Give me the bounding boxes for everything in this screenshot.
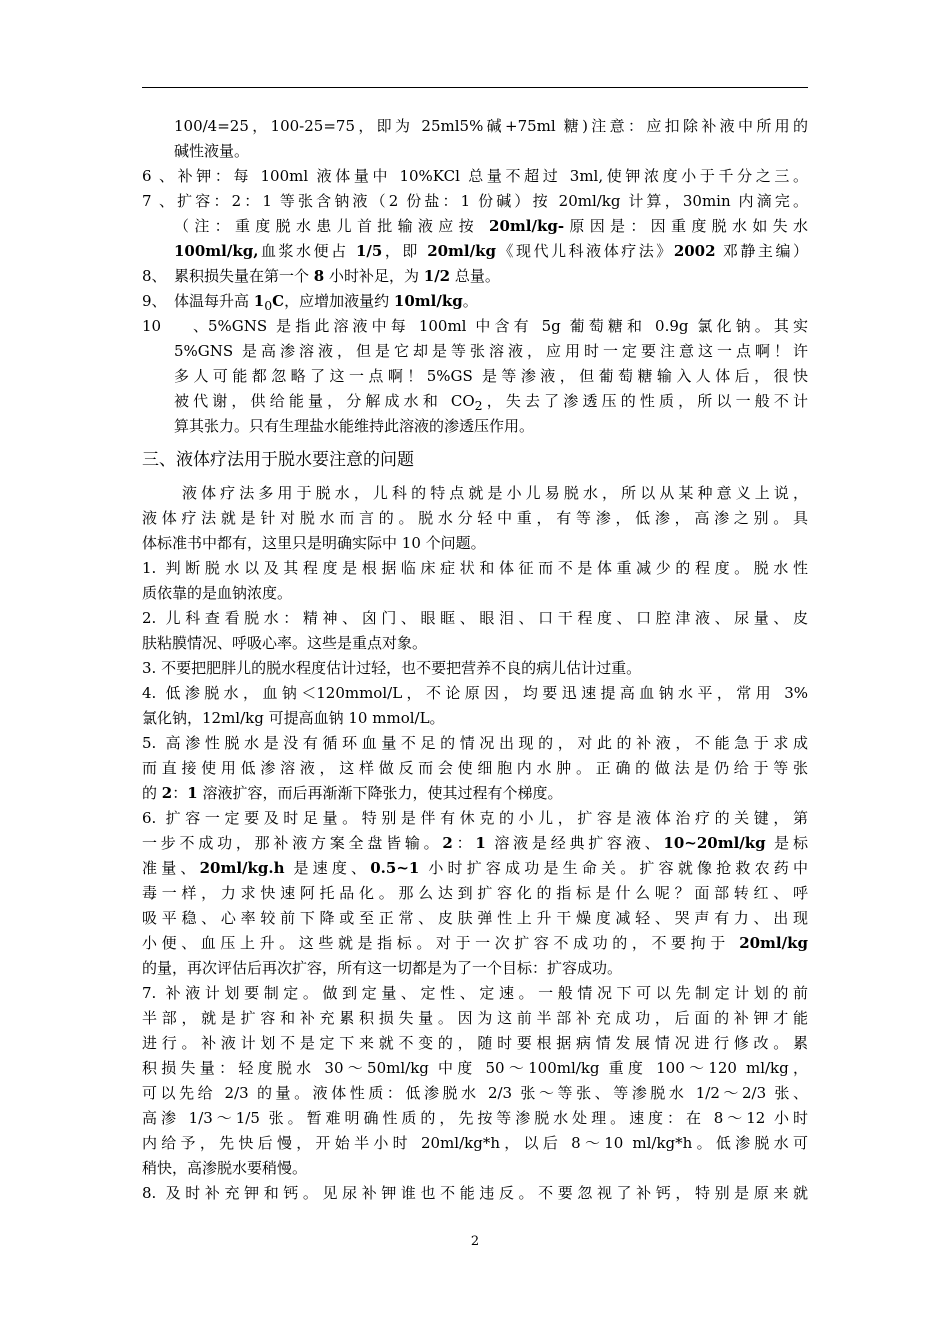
text-run: 体温每升高 (174, 292, 254, 310)
item-number: 10、 (142, 317, 208, 335)
text-run: 5%GNS 是指此溶液中每 100ml 中含有 5g 葡萄糖和 0.9g 氯化钠。其实 (208, 317, 808, 335)
text-line (142, 1056, 808, 1081)
text-run: 20ml/kg- (489, 217, 565, 235)
text-run: 吸平稳、心率较前下降或至正常、皮肤弹性上升干燥度减轻、哭声有力、出现 (142, 909, 808, 927)
text-run: 稍快，高渗脱水要稍慢。 (142, 1159, 308, 1177)
text-line (142, 506, 808, 531)
text-run: 6. 扩容一定要及时足量。特别是伴有休克的小儿，扩容是液体治疗的关键，第 (142, 809, 808, 827)
text-run: 累积损失量在第一个 (174, 267, 314, 285)
text-run: 内给予，先快后慢，开始半小时 20ml/kg*h，以后 8～10 ml/kg*h。低渗脱水可 (142, 1134, 808, 1152)
text-run: 是速度、 (284, 859, 371, 877)
text-line (142, 189, 808, 214)
text-run: 5. 高渗性脱水是没有循环血量不足的情况出现的，对此的补液，不能急于求成 (142, 734, 808, 752)
text-run: 20ml/kg (739, 934, 808, 952)
item-number: 7、 (142, 192, 174, 210)
text-line (142, 314, 808, 339)
text-run: 扩容：2：1 等张含钠液（2 份盐：1 份碱）按 20ml/kg 计算，30min 内滴完。 (174, 192, 808, 210)
text-run: 8. 及时补充钾和钙。见尿补钾谁也不能违反。不要忽视了补钙，特别是原来就 (142, 1184, 808, 1202)
text-run: 碱性液量。 (174, 142, 250, 160)
text-run: 总量。 (450, 267, 500, 285)
text-run: 进行。补液计划不是定下来就不变的，随时要根据病情发展情况进行修改。累 (142, 1034, 808, 1052)
text-run: 算其张力。只有生理盐水能维持此溶液的渗透压作用。 (174, 417, 535, 435)
text-run: 原因是：因重度脱水如失水 (564, 217, 808, 235)
text-run: 体标准书中都有，这里只是明确实际中 10 个问题。 (142, 534, 486, 552)
text-line (142, 1031, 808, 1056)
text-line (142, 1081, 808, 1106)
text-line (142, 114, 808, 139)
text-line (142, 164, 808, 189)
text-run: 10~20ml/kg (663, 834, 766, 852)
section-heading (142, 442, 808, 478)
text-line (142, 139, 808, 164)
text-run: 小便、血压上升。这些就是指标。对于一次扩容不成功的，不要拘于 (142, 934, 740, 952)
text-line (142, 1006, 808, 1031)
text-run: 1/5 (355, 242, 383, 260)
text-line (142, 731, 808, 756)
text-run: 补钾：每 100ml 液体量中 10%KCl 总量不超过 3ml,使钾浓度小于千分之三。 (174, 167, 808, 185)
text-line (142, 414, 808, 439)
text-run: 2 (442, 834, 453, 852)
document-body (142, 114, 808, 1206)
text-run: 1 (253, 292, 265, 310)
text-run: 5%GNS 是高渗溶液，但是它却是等张溶液，应用时一定要注意这一点啊！许 (174, 342, 808, 360)
text-line (142, 1181, 808, 1206)
text-run: 积损失量：轻度脱水 30～50ml/kg 中度 50～100ml/kg 重度 100～120 ml/kg， (142, 1059, 808, 1077)
text-run: 1 (475, 834, 486, 852)
text-run: 的 (142, 784, 162, 802)
text-line (142, 656, 808, 681)
text-line (142, 881, 808, 906)
text-line (142, 581, 808, 606)
text-run: 溶液扩容，而后再渐渐下降张力，使其过程有个梯度。 (197, 784, 563, 802)
text-line (142, 1106, 808, 1131)
text-run: ，应增加液量约 (284, 292, 394, 310)
text-run: 邓静主编） (715, 242, 808, 260)
text-run: 2 (161, 784, 173, 802)
text-run: 液体疗法就是针对脱水而言的。脱水分轻中重，有等渗，低渗，高渗之别。具 (142, 509, 808, 527)
text-line (142, 556, 808, 581)
text-run: 三、液体疗法用于脱水要注意的问题 (142, 450, 414, 470)
text-run: 多人可能都忽略了这一点啊！5%GS 是等渗液，但葡萄糖输入人体后，很快 (174, 367, 808, 385)
text-run: 《现代儿科液体疗法》 (496, 242, 674, 260)
text-run: 小时扩容成功是生命关。扩容就像抢救农药中 (419, 859, 808, 877)
text-run: 而直接使用低渗溶液，这样做反而会使细胞内水肿。正确的做法是仍给于等张 (142, 759, 808, 777)
text-line (142, 706, 808, 731)
header-rule (142, 87, 808, 88)
text-run: 被代谢，供给能量，分解成水和 CO (174, 392, 475, 410)
text-line (142, 289, 808, 314)
text-line (142, 531, 808, 556)
text-run: ： (452, 834, 476, 852)
text-line (142, 389, 808, 414)
text-line (142, 481, 808, 506)
text-line (142, 606, 808, 631)
text-run: 2002 (673, 242, 716, 260)
text-run: 高渗 1/3～1/5 张。暂难明确性质的，先按等渗脱水处理。速度：在 8～12 小时 (142, 1109, 808, 1127)
text-run: 质依靠的是血钠浓度。 (142, 584, 293, 602)
text-run: C (272, 292, 285, 310)
text-run: ： (172, 784, 188, 802)
text-run: 1. 判断脱水以及其程度是根据临床症状和体征而不是体重减少的程度。脱水性 (142, 559, 808, 577)
text-line (142, 906, 808, 931)
text-run: 毒一样，力求快速阿托品化。那么达到扩容化的指标是什么呢？面部转红、呼 (142, 884, 808, 902)
text-run: 3. 不要把肥胖儿的脱水程度估计过轻，也不要把营养不良的病儿估计过重。 (142, 659, 642, 677)
text-run: 0 (264, 298, 273, 313)
text-run: 100ml/kg, (174, 242, 259, 260)
item-number: 9、 (142, 292, 167, 310)
text-run: 10ml/kg (393, 292, 463, 310)
text-line (142, 781, 808, 806)
text-line (142, 339, 808, 364)
text-run: 准量、 (142, 859, 200, 877)
text-line (142, 1131, 808, 1156)
text-run: 半部，就是扩容和补充累积损失量。因为这前半部补充成功，后面的补钾才能 (142, 1009, 808, 1027)
text-line (142, 856, 808, 881)
text-run: 液体疗法多用于脱水，儿科的特点就是小儿易脱水，所以从某种意义上说， (182, 484, 808, 502)
text-run: 20ml/kg.h (199, 859, 285, 877)
text-run: 血浆水便占 (258, 242, 356, 260)
text-run: 20ml/kg (427, 242, 496, 260)
text-run: 100/4=25，100-25=75，即为 25ml5%碱+75ml 糖)注意：应扣除补液中所用的 (174, 117, 808, 135)
text-run: 。 (462, 292, 478, 310)
text-run: 一步不成功，那补液方案全盘皆输。 (142, 834, 443, 852)
text-run: 可以先给 2/3 的量。液体性质：低渗脱水 2/3 张～等张、等渗脱水 1/2～2/3 张、 (142, 1084, 808, 1102)
item-number: 6、 (142, 167, 174, 185)
text-line (142, 631, 808, 656)
text-run: 4. 低渗脱水，血钠＜120mmol/L，不论原因，均要迅速提高血钠水平，常用 3% (142, 684, 808, 702)
text-run: 2 (474, 398, 483, 413)
item-number: 8、 (142, 267, 167, 285)
text-line (142, 1156, 808, 1181)
text-run: 8 (313, 267, 325, 285)
text-run: 小时补足，为 (324, 267, 424, 285)
text-line (142, 806, 808, 831)
page-number: 2 (470, 1234, 480, 1249)
text-line (142, 364, 808, 389)
text-run: 7. 补液计划要制定。做到定量、定性、定速。一般情况下可以先制定计划的前 (142, 984, 808, 1002)
text-line (142, 264, 808, 289)
text-line (142, 981, 808, 1006)
text-run: 的量，再次评估后再次扩容，所有这一切都是为了一个目标：扩容成功。 (142, 959, 623, 977)
text-run: 肤粘膜情况、呼吸心率。这些是重点对象。 (142, 634, 428, 652)
text-line (142, 831, 808, 856)
text-run: （注：重度脱水患儿首批输液应按 (174, 217, 490, 235)
text-line (142, 239, 808, 264)
text-run: 1 (187, 784, 198, 802)
text-run: 氯化钠，12ml/kg 可提高血钠 10 mmol/L。 (142, 709, 445, 727)
text-line (142, 931, 808, 956)
text-run: 0.5~1 (370, 859, 420, 877)
text-line (142, 756, 808, 781)
text-run: 2. 儿科查看脱水：精神、囟门、眼眶、眼泪、口干程度、口腔津液、尿量、皮 (142, 609, 808, 627)
text-line (142, 681, 808, 706)
text-run: ，失去了渗透压的性质，所以一般不计 (482, 392, 808, 410)
text-run: 溶液是经典扩容液、 (485, 834, 664, 852)
text-run: 是标 (765, 834, 808, 852)
text-run: ，即 (382, 242, 428, 260)
text-run: 1/2 (423, 267, 451, 285)
text-line (142, 956, 808, 981)
text-line (142, 214, 808, 239)
